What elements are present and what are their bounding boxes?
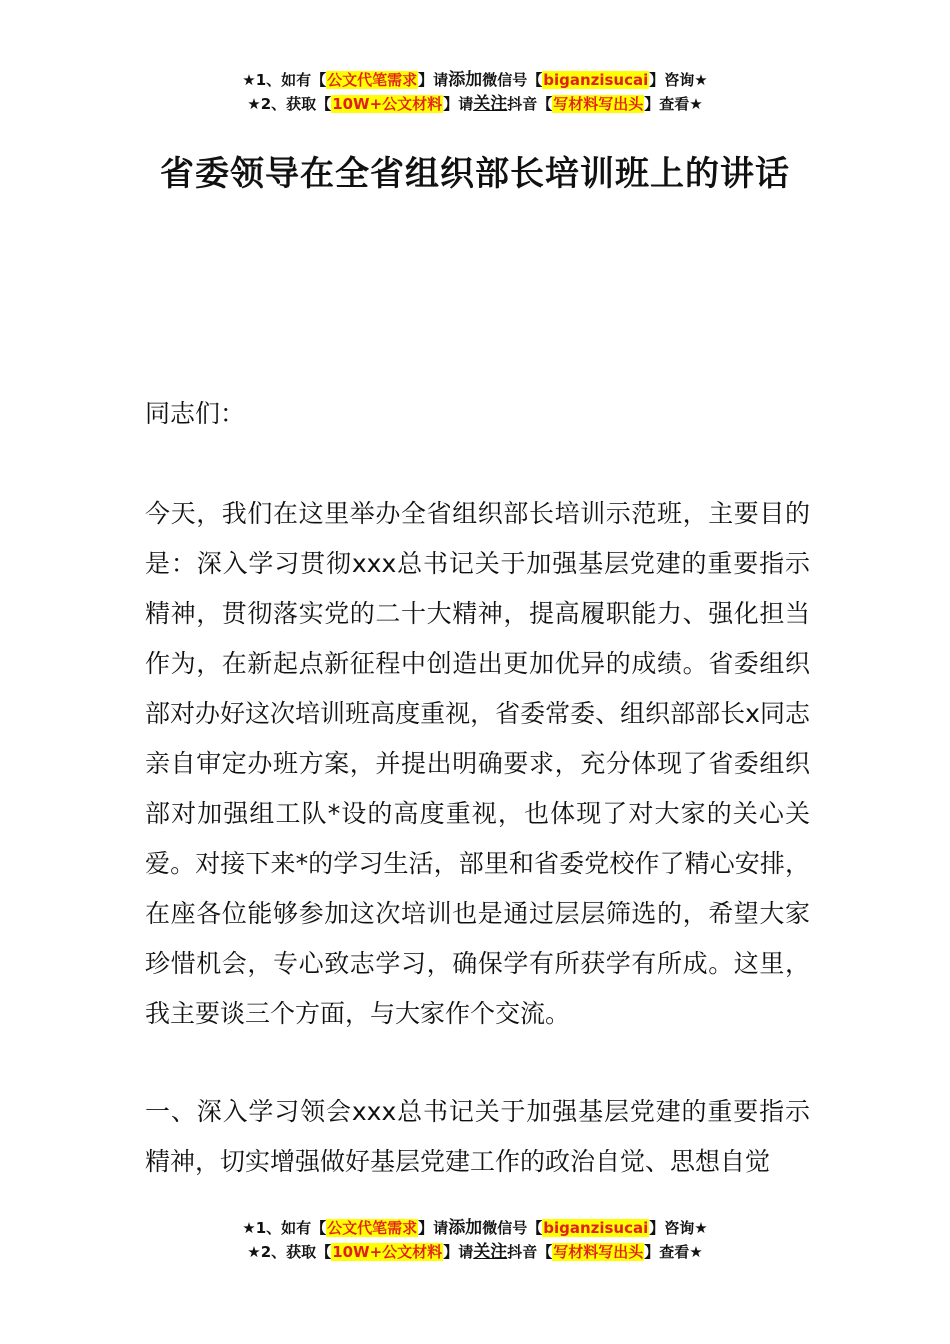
banner-text: 微信号【 bbox=[482, 1219, 543, 1237]
section-heading-text: 一、深入学习领会xxx总书记关于加强基层党建的重要指示精神，切实增强做好基层党建工作的政治自觉、思想自觉 bbox=[145, 1097, 810, 1176]
banner-text: ★1、如有【 bbox=[242, 1219, 327, 1237]
banner-highlight: biganzisucai bbox=[543, 71, 649, 89]
banner-text: 】咨询★ bbox=[649, 71, 708, 89]
banner-highlight: 公文代笔需求 bbox=[327, 1219, 418, 1237]
banner-text: 】查看★ bbox=[644, 1243, 703, 1261]
banner-text: 微信号【 bbox=[482, 71, 543, 89]
banner-highlight: 写材料写出头 bbox=[553, 95, 644, 113]
banner-emphasis: 添加 bbox=[448, 70, 483, 90]
banner-text: 】请 bbox=[443, 95, 474, 113]
banner-text: 】请 bbox=[418, 71, 449, 89]
banner-emphasis: 添加 bbox=[448, 1218, 483, 1238]
banner-text: ★1、如有【 bbox=[242, 71, 327, 89]
banner-highlight: biganzisucai bbox=[543, 1219, 649, 1237]
banner-text: 】咨询★ bbox=[649, 1219, 708, 1237]
greeting bbox=[145, 389, 810, 439]
banner-highlight: 写材料写出头 bbox=[553, 1243, 644, 1261]
top-banner bbox=[0, 68, 950, 116]
banner-text: 】请 bbox=[443, 1243, 474, 1261]
banner-line-2 bbox=[0, 92, 950, 116]
banner-text: 抖音【 bbox=[507, 95, 553, 113]
banner-emphasis: 关注 bbox=[473, 1242, 508, 1262]
banner-text: ★2、获取【 bbox=[247, 95, 332, 113]
banner-line-1 bbox=[0, 68, 950, 92]
banner-highlight: 10W+公文材料 bbox=[332, 1243, 443, 1261]
banner-emphasis: 关注 bbox=[473, 94, 508, 114]
banner-line-1 bbox=[0, 1216, 950, 1240]
greeting-text: 同志们： bbox=[145, 399, 246, 428]
banner-text: ★2、获取【 bbox=[247, 1243, 332, 1261]
banner-text: 】查看★ bbox=[644, 95, 703, 113]
paragraph-text: 今天，我们在这里举办全省组织部长培训示范班，主要目的是：深入学习贯彻xxx总书记关于加强基层党建的重要指示精神，贯彻落实党的二十大精神，提高履职能力、强化担当作为，在新起点新征程中创造出更加优异的成绩。省委组织部对办好这次培训班高度重视，省委常委、组织部部长x同志亲自审定办班方案，并提出明确要求，充分体现了省委组织部对加强组工队*设的高度重视，也体现了对大家的关心关爱。对接下来*的学习生活，部里和省委党校作了精心安排，在座各位能够参加这次培训也是通过层层筛选的，希望大家珍惜机会，专心致志学习，确保学有所获学有所成。这里，我主要谈三个方面，与大家作个交流。 bbox=[145, 499, 810, 1028]
banner-text: 抖音【 bbox=[507, 1243, 553, 1261]
body-paragraph bbox=[145, 489, 810, 1039]
banner-text: 】请 bbox=[418, 1219, 449, 1237]
banner-line-2 bbox=[0, 1240, 950, 1264]
document-title: 省委领导在全省组织部长培训班上的讲话 bbox=[160, 154, 790, 194]
bottom-banner bbox=[0, 1216, 950, 1264]
banner-highlight: 公文代笔需求 bbox=[327, 71, 418, 89]
banner-highlight: 10W+公文材料 bbox=[332, 95, 443, 113]
section-heading bbox=[145, 1087, 810, 1187]
